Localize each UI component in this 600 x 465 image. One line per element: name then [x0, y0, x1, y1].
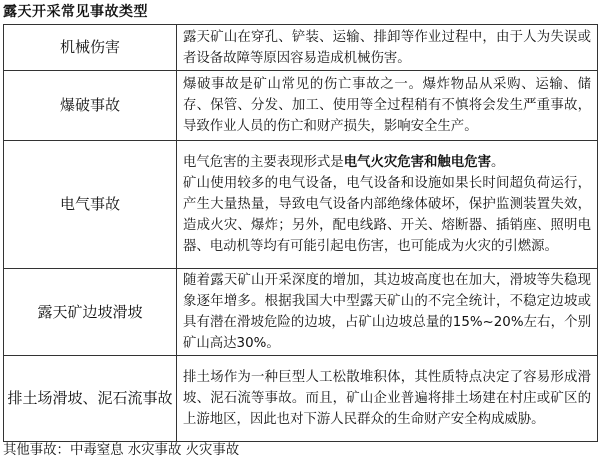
other-accidents-line	[3, 440, 239, 462]
description-lead-text: 电气危害的主要表现形式是	[183, 155, 344, 170]
accident-description-cell: 爆破事故是矿山常见的伤亡事故之一。爆炸物品从采购、运输、储存、保管、分发、加工、使用等全过程稍有不慎将会发生严重事故，导致作业人员的伤亡和财产损失，影响安全生产。	[177, 71, 598, 141]
other-accident-item: 中毒窒息	[69, 443, 124, 458]
accident-type-cell: 露天矿边坡滑坡	[4, 269, 177, 356]
accident-description-cell	[177, 141, 598, 269]
description-emphasis-text: 电气火灾危害和触电危害	[343, 155, 491, 170]
table-row	[4, 269, 598, 356]
description-lead-end-text: 。	[490, 155, 505, 170]
accident-type-cell: 爆破事故	[4, 71, 177, 141]
table-row	[4, 71, 598, 141]
other-accident-item: 水灾事故	[127, 443, 182, 458]
table-row	[4, 141, 598, 269]
accident-description-cell: 随着露天矿山开采深度的增加，其边坡高度也在加大，滑坡等失稳现象逐年增多。根据我国大中型露天矿山的不完全统计，不稳定边坡或具有潜在滑坡危险的边坡，占矿山边坡总量的15%~20%左右，个别矿山高达30%。	[177, 269, 598, 356]
other-accident-item: 火灾事故	[185, 443, 240, 458]
other-accidents-label: 其他事故：	[3, 443, 70, 458]
accident-type-cell: 排土场滑坡、泥石流事故	[4, 356, 177, 442]
accident-description-cell: 排土场作为一种巨型人工松散堆积体，其性质特点决定了容易形成滑坡、泥石流等事故。而且，矿山企业普遍将排土场建在村庄或矿区的上游地区，因此也对下游人民群众的生命财产安全构成威胁。	[177, 356, 598, 442]
accident-description-cell: 露天矿山在穿孔、铲装、运输、排卸等作业过程中，由于人为失误或者设备故障等原因容易造成机械伤害。	[177, 25, 598, 71]
accident-types-table	[3, 24, 598, 442]
table-row	[4, 356, 598, 442]
table-row	[4, 25, 598, 71]
accident-type-cell: 机械伤害	[4, 25, 177, 71]
page-title: 露天开采常见事故类型	[3, 4, 148, 20]
accident-type-cell: 电气事故	[4, 141, 177, 269]
description-body-text: 矿山使用较多的电气设备，电气设备和设施如果长时间超负荷运行，产生大量热量，导致电气设备内部绝缘体破坏，保护监测装置失效，造成火灾、爆炸；另外，配电线路、开关、熔断器、插销座、照明电器、电动机等均有可能引起电伤害，也可能成为火灾的引燃源。	[183, 176, 591, 254]
